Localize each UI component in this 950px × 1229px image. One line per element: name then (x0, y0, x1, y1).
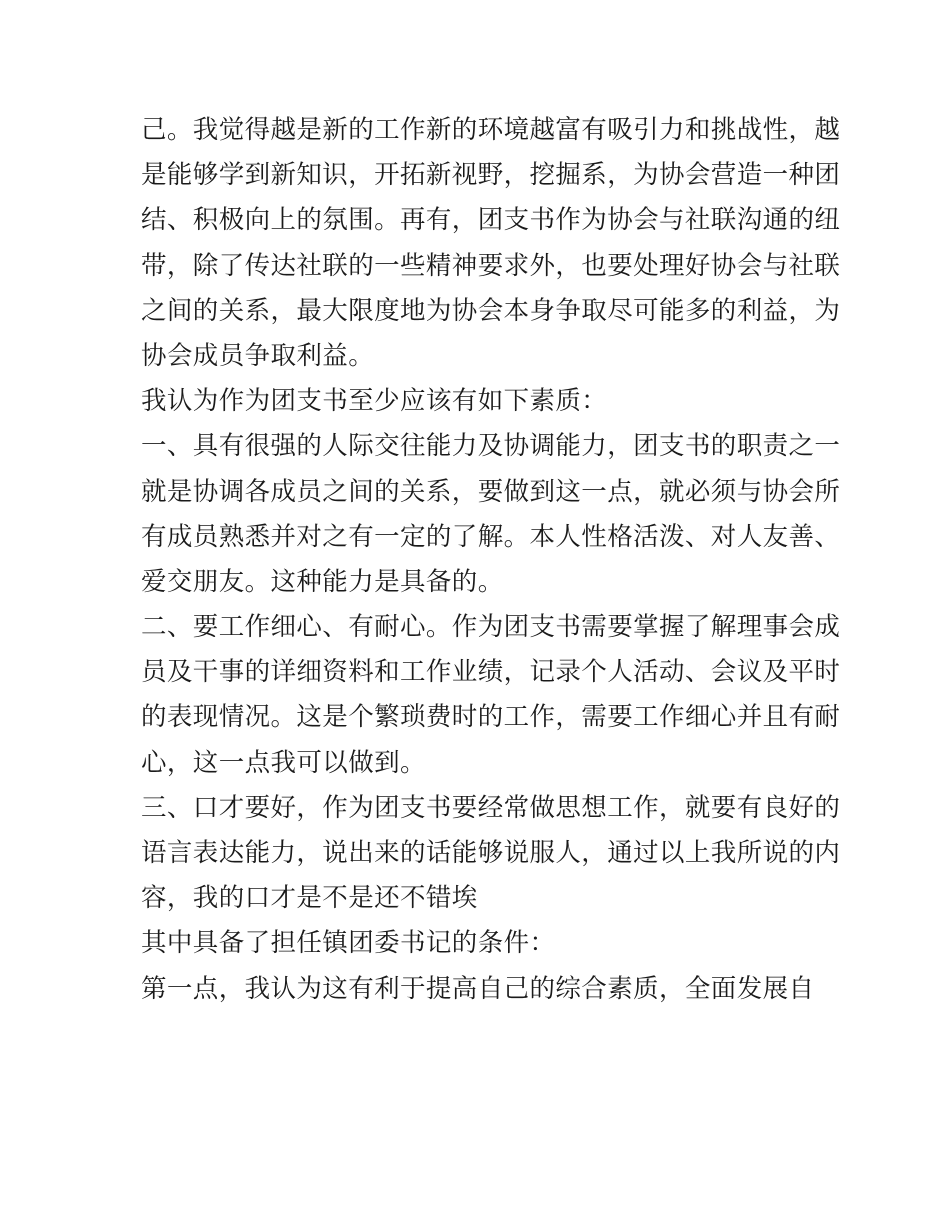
text-line: 容，我的口才是不是还不错埃 (141, 883, 478, 914)
text-line: 协会成员争取利益。 (141, 340, 375, 371)
text-line: 带，除了传达社联的一些精神要求外，也要处理好协会与社联 (141, 250, 841, 281)
text-line: 三、口才要好，作为团支书要经常做思想工作，就要有良好的 (141, 792, 841, 823)
text-line: 一、具有很强的人际交往能力及协调能力，团支书的职责之一 (141, 431, 841, 462)
document-body-text (141, 108, 841, 1012)
text-line: 是能够学到新知识，开拓新视野，挖掘系，为协会营造一种团 (141, 160, 841, 191)
text-line: 结、积极向上的氛围。再有，团支书作为协会与社联沟通的纽 (141, 205, 841, 236)
text-line: 心，这一点我可以做到。 (141, 747, 426, 778)
text-line: 就是协调各成员之间的关系，要做到这一点，就必须与协会所 (141, 476, 841, 507)
text-line: 有成员熟悉并对之有一定的了解。本人性格活泼、对人友善、 (141, 521, 841, 552)
text-line: 的表现情况。这是个繁琐费时的工作，需要工作细心并且有耐 (141, 702, 841, 733)
text-line: 己。我觉得越是新的工作新的环境越富有吸引力和挑战性，越 (141, 115, 841, 145)
text-line: 爱交朋友。这种能力是具备的。 (141, 566, 504, 597)
text-line: 二、要工作细心、有耐心。作为团支书需要掌握了解理事会成 (141, 612, 841, 643)
text-line: 员及干事的详细资料和工作业绩，记录个人活动、会议及平时 (141, 657, 841, 688)
text-line: 其中具备了担任镇团委书记的条件： (141, 928, 556, 959)
text-line: 我认为作为团支书至少应该有如下素质： (141, 386, 608, 417)
text-line: 第一点，我认为这有利于提高自己的综合素质，全面发展自 (141, 973, 815, 1004)
text-line: 之间的关系，最大限度地为协会本身争取尽可能多的利益，为 (141, 295, 841, 326)
text-line: 语言表达能力，说出来的话能够说服人，通过以上我所说的内 (141, 838, 841, 868)
